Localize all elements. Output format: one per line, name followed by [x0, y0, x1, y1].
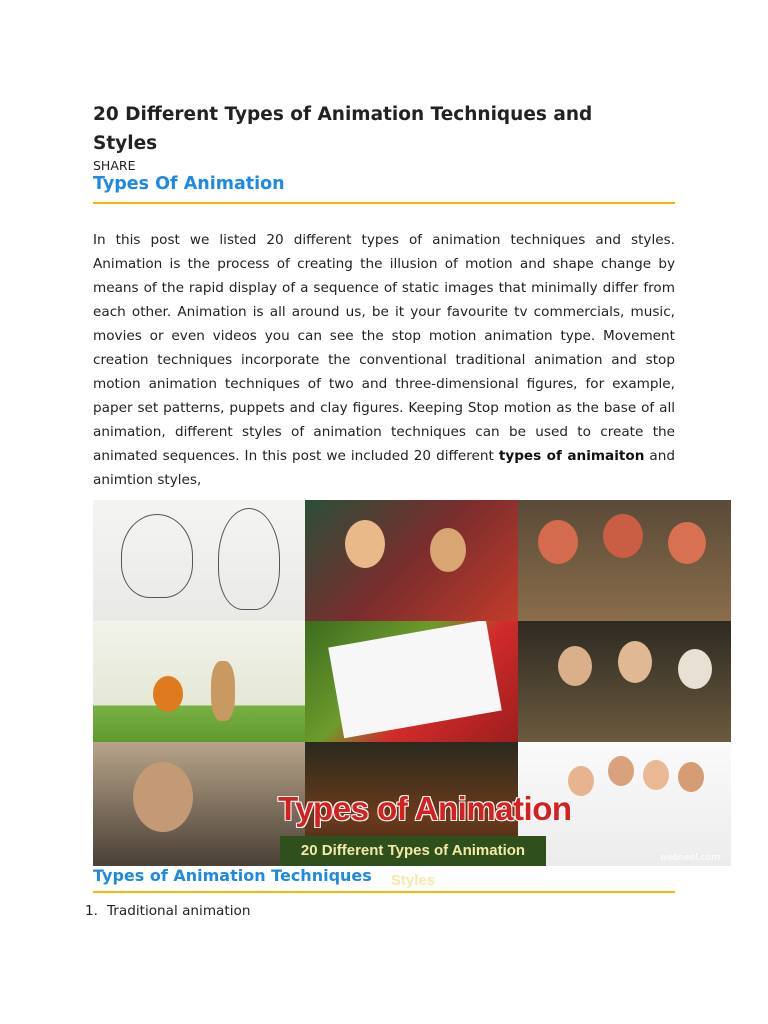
- list-item: [85, 903, 250, 919]
- share-link[interactable]: SHARE: [93, 158, 136, 173]
- intro-bold-link: types of animaiton: [498, 448, 645, 464]
- techniques-list: [85, 903, 250, 919]
- collage-tile-sketch: [93, 500, 305, 621]
- collage-tile-stopmotion: [518, 621, 731, 742]
- collage-tile-flipbook: [305, 621, 518, 742]
- collage-tile-cartoon: [93, 621, 305, 742]
- collage-watermark: webneel.com: [660, 853, 720, 863]
- section-heading-types: Types Of Animation: [93, 174, 285, 194]
- collage-tile-claymation: [93, 742, 305, 866]
- intro-tail: and animtion styles,: [93, 448, 675, 488]
- heading-underline-techniques: [93, 891, 675, 893]
- intro-paragraph: [93, 228, 675, 492]
- heading-underline: [93, 202, 675, 204]
- list-item-number: 1.: [85, 903, 98, 919]
- article-title: 20 Different Types of Animation Techniques and Styles: [93, 104, 593, 154]
- list-item-label: Traditional animation: [107, 903, 251, 919]
- intro-text: In this post we listed 20 different types of animation techniques and styles. Animation is the process of creating the illusion of motion and shape change by means of the rapid display of a sequence of static images that minimally differ from each other. Animation is all around us, be it your favourite tv commercials, music, movies or even videos you can see the stop motion animation type. Movement creation techniques incorporate the conventional traditional animation and stop motion animation techniques of two and three-dimensional figures, for example, paper set patterns, puppets and clay figures. Keeping Stop motion as the base of all animation, different styles of animation techniques can be used to create the animated sequences. In this post we included 20 different: [93, 232, 675, 464]
- collage-banner-subtitle: 20 Different Types of Animation Styles: [280, 836, 546, 866]
- collage-tile-marionettes: [518, 500, 731, 621]
- collage-banner-title: Types of Animation: [278, 790, 572, 827]
- section-heading-techniques: Types of Animation Techniques: [93, 866, 372, 885]
- collage-tile-puppets: [305, 500, 518, 621]
